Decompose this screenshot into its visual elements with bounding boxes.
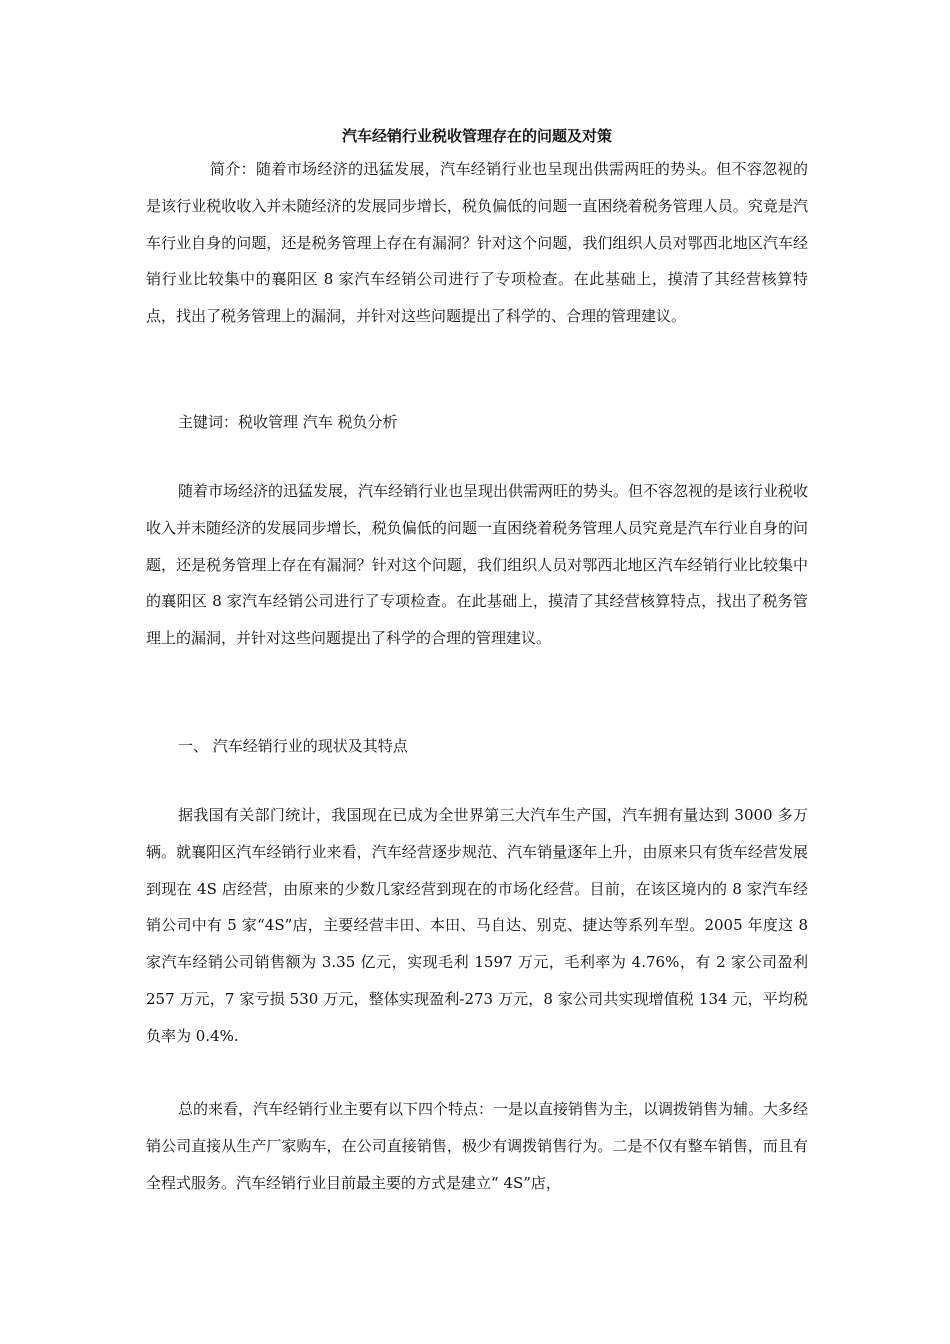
- body-paragraph: 随着市场经济的迅猛发展，汽车经销行业也呈现出供需两旺的势头。但不容忽视的是该行业税收收入并未随经济的发展同步增长，税负偏低的问题一直困绕着税务管理人员究竟是汽车行业自身的问题，还是税务管理上存在有漏洞？针对这个问题，我们组织人员对鄂西北地区汽车经销行业比较集中的襄阳区 8 家汽车经销公司进行了专项检查。在此基础上，摸清了其经营核算特点，找出了税务管理上的漏洞，并针对这些问题提出了科学的合理的管理建议。: [146, 482, 809, 648]
- document-title: 汽车经销行业税收管理存在的问题及对策: [341, 127, 612, 145]
- section-heading: 一、 汽车经销行业的现状及其特点: [178, 737, 408, 755]
- body-paragraph: 总的来看，汽车经销行业主要有以下四个特点：一是以直接销售为主，以调拨销售为辅。大多经销公司直接从生产厂家购车，在公司直接销售，极少有调拨销售行为。二是不仅有整车销售，而且有全程式服务。汽车经销行业目前最主要的方式是建立“ 4S”店，: [146, 1100, 809, 1192]
- keywords-line: 主键词：税收管理 汽车 税负分析: [178, 413, 398, 431]
- body-paragraph: 据我国有关部门统计，我国现在已成为全世界第三大汽车生产国，汽车拥有量达到 3000 多万辆。就襄阳区汽车经销行业来看，汽车经营逐步规范、汽车销量逐年上升，由原来只有货车经营发展到现在 4S 店经营，由原来的少数几家经营到现在的市场化经营。目前，在该区境内的 8 家汽车经销公司中有 5 家“4S”店，主要经营丰田、本田、马自达、别克、捷达等系列车型。2005 年度这 8 家汽车经销公司销售额为 3.35 亿元，实现毛利 1597 万元，毛利率为 4.76%，有 2 家公司盈利 257 万元，7 家亏损 530 万元，整体实现盈利-273 万元，8 家公司共实现增值税 134 元，平均税负率为 0.4%.: [146, 806, 808, 1045]
- intro-paragraph: 简介：随着市场经济的迅猛发展，汽车经销行业也呈现出供需两旺的势头。但不容忽视的是该行业税收收入并未随经济的发展同步增长，税负偏低的问题一直困绕着税务管理人员。究竟是汽车行业自身的问题，还是税务管理上存在有漏洞？针对这个问题，我们组织人员对鄂西北地区汽车经销行业比较集中的襄阳区 8 家汽车经销公司进行了专项检查。在此基础上，摸清了其经营核算特点，找出了税务管理上的漏洞，并针对这些问题提出了科学的、合理的管理建议。: [146, 160, 808, 326]
